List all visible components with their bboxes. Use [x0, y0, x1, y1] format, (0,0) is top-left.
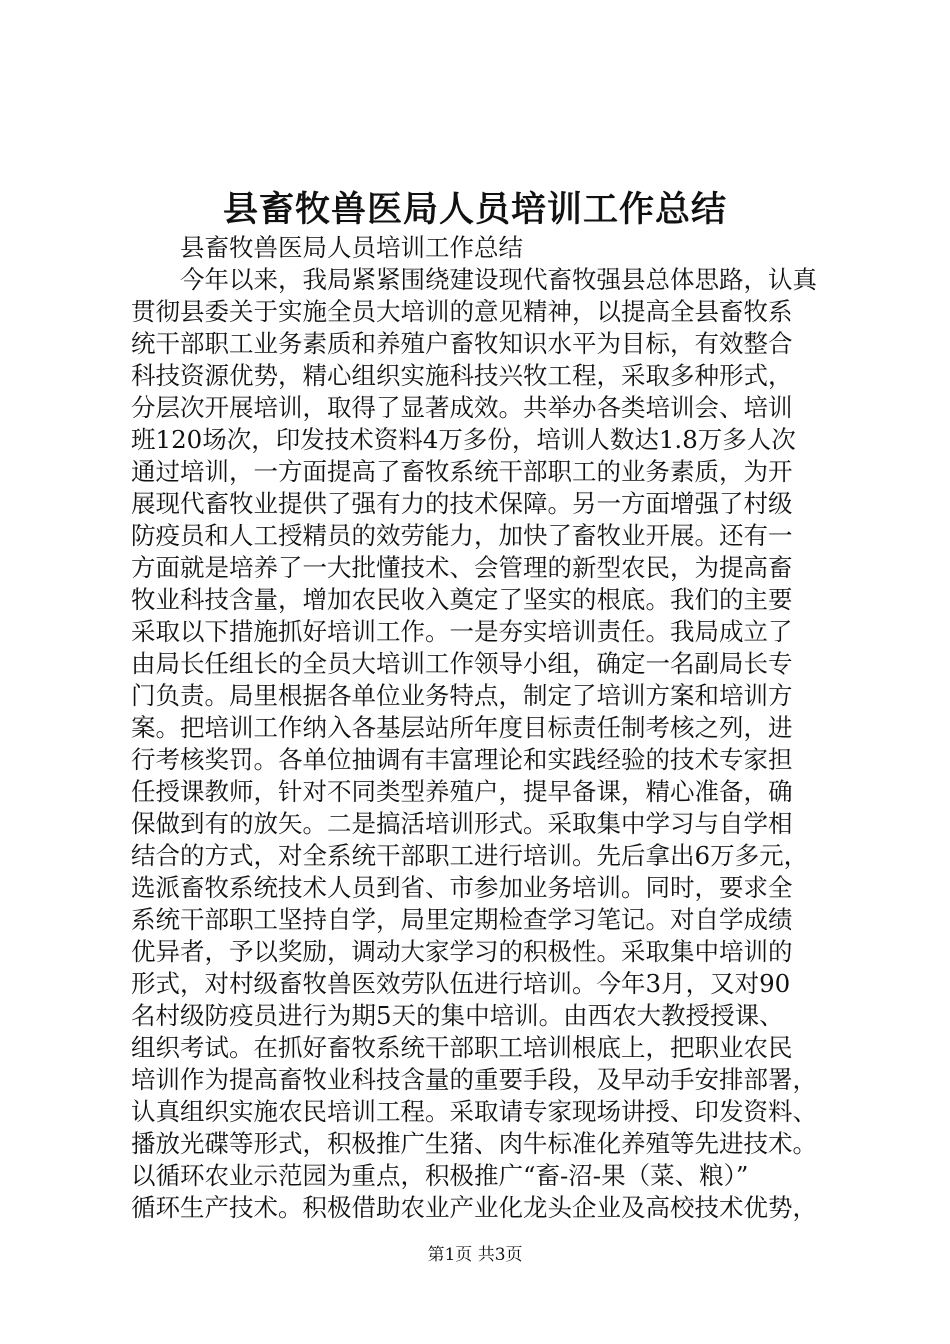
page-number-footer: 第1页 共3页: [427, 1245, 523, 1265]
body-line: 认真组织实施农民培训工程。采取请专家现场讲授、印发资料、: [131, 1097, 817, 1126]
document-body: [131, 232, 831, 1224]
body-line: 采取以下措施抓好培训工作。一是夯实培训责任。我局成立了: [131, 617, 793, 646]
body-line: 今年以来，我局紧紧围绕建设现代畜牧强县总体思路，认真: [180, 265, 817, 294]
body-line: 培训作为提高畜牧业科技含量的重要手段，及早动手安排部署，: [131, 1065, 817, 1094]
body-line: 牧业科技含量，增加农民收入奠定了坚实的根底。我们的主要: [131, 585, 793, 614]
body-line: 科技资源优势，精心组织实施科技兴牧工程，采取多种形式，: [131, 361, 793, 390]
body-line-subtitle: 县畜牧兽医局人员培训工作总结: [180, 233, 523, 262]
body-line: 由局长任组长的全员大培训工作领导小组，确定一名副局长专: [131, 649, 793, 678]
page-title: 县畜牧兽医局人员培训工作总结: [222, 189, 727, 230]
body-line: 系统干部职工坚持自学，局里定期检查学习笔记。对自学成绩: [131, 905, 793, 934]
body-line: 贯彻县委关于实施全员大培训的意见精神，以提高全县畜牧系: [131, 297, 793, 326]
body-line: 组织考试。在抓好畜牧系统干部职工培训根底上，把职业农民: [131, 1033, 793, 1062]
body-line: 防疫员和人工授精员的效劳能力，加快了畜牧业开展。还有一: [131, 521, 793, 550]
body-line: 以循环农业示范园为重点，积极推广“畜-沼-果（菜、粮）”: [131, 1161, 749, 1190]
body-line: 结合的方式，对全系统干部职工进行培训。先后拿出6万多元，: [131, 841, 809, 870]
body-line: 方面就是培养了一大批懂技术、会管理的新型农民，为提高畜: [131, 553, 793, 582]
body-line: 统干部职工业务素质和养殖户畜牧知识水平为目标，有效整合: [131, 329, 793, 358]
body-line: 保做到有的放矢。二是搞活培训形式。采取集中学习与自学相: [131, 809, 793, 838]
body-line: 任授课教师，针对不同类型养殖户，提早备课，精心准备，确: [131, 777, 793, 806]
body-line: 分层次开展培训，取得了显著成效。共举办各类培训会、培训: [131, 393, 793, 422]
body-line: 名村级防疫员进行为期5天的集中培训。由西农大教授授课、: [131, 1001, 784, 1030]
body-line: 展现代畜牧业提供了强有力的技术保障。另一方面增强了村级: [131, 489, 793, 518]
body-line: 选派畜牧系统技术人员到省、市参加业务培训。同时，要求全: [131, 873, 793, 902]
body-line: 优异者，予以奖励，调动大家学习的积极性。采取集中培训的: [131, 937, 793, 966]
body-line: 通过培训，一方面提高了畜牧系统干部职工的业务素质，为开: [131, 457, 793, 486]
body-line: 案。把培训工作纳入各基层站所年度目标责任制考核之列，进: [131, 713, 793, 742]
body-line: 门负责。局里根据各单位业务特点，制定了培训方案和培训方: [131, 681, 793, 710]
body-line: 行考核奖罚。各单位抽调有丰富理论和实践经验的技术专家担: [131, 745, 793, 774]
body-line: 形式，对村级畜牧兽医效劳队伍进行培训。今年3月，又对90: [131, 969, 791, 998]
body-line: 循环生产技术。积极借助农业产业化龙头企业及高校技术优势，: [131, 1193, 817, 1222]
body-line: 播放光碟等形式，积极推广生猪、肉牛标准化养殖等先进技术。: [131, 1129, 817, 1158]
body-line: 班120场次，印发技术资料4万多份，培训人数达1.8万多人次: [131, 425, 796, 454]
